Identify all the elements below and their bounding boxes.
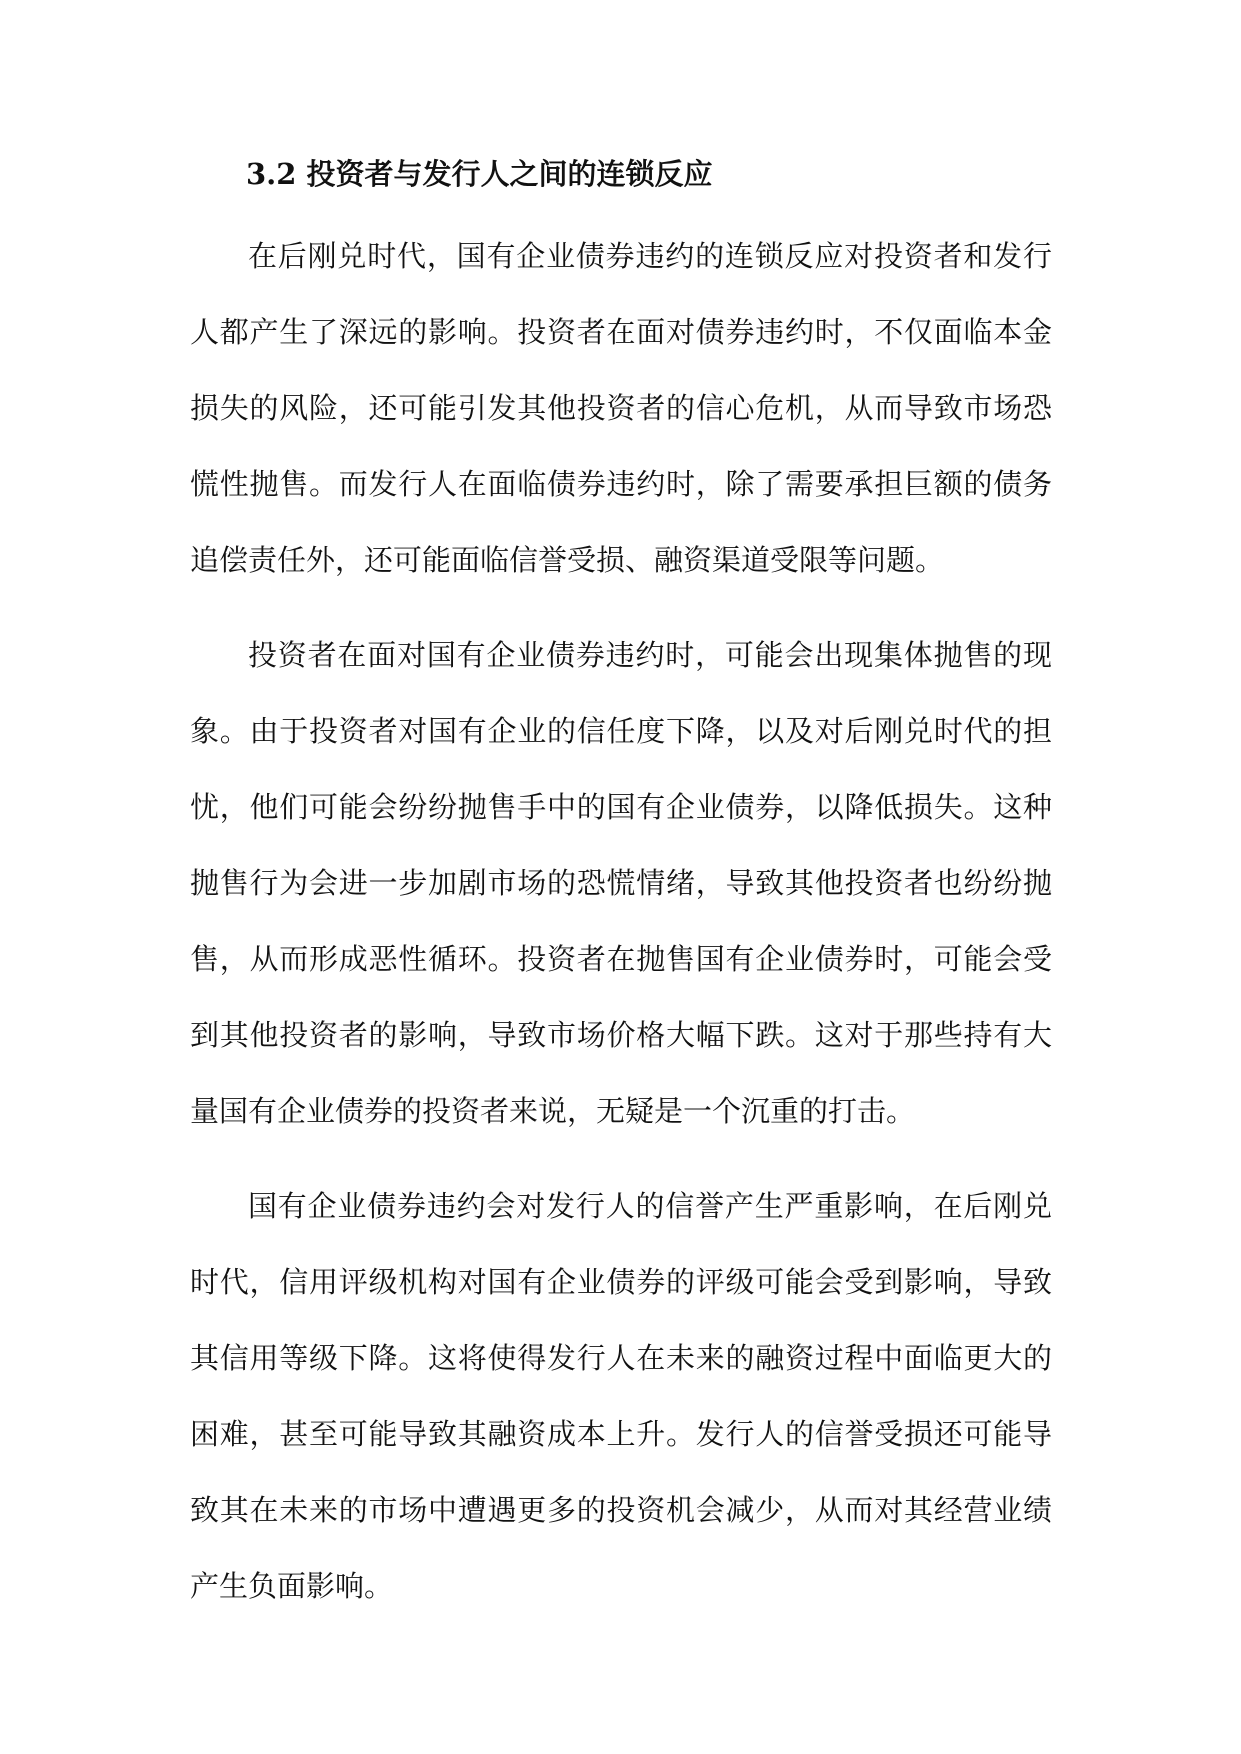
section-heading: 3.2 投资者与发行人之间的连锁反应: [246, 157, 713, 191]
paragraph-investor-sell-off: 投资者在面对国有企业债券违约时，可能会出现集体抛售的现象。由于投资者对国有企业的信任度下降，以及对后刚兑时代的担忧，他们可能会纷纷抛售手中的国有企业债券，以降低损失。这种抛售行为会进一步加剧市场的恐慌情绪，导致其他投资者也纷纷抛售，从而形成恶性循环。投资者在抛售国有企业债券时，可能会受到其他投资者的影响，导致市场价格大幅下跌。这对于那些持有大量国有企业债券的投资者来说，无疑是一个沉重的打击。: [190, 638, 1052, 1128]
document-body: [190, 150, 1052, 1643]
paragraph-issuer-reputation: 国有企业债券违约会对发行人的信誉产生严重影响，在后刚兑时代，信用评级机构对国有企业债券的评级可能会受到影响，导致其信用等级下降。这将使得发行人在未来的融资过程中面临更大的困难，甚至可能导致其融资成本上升。发行人的信誉受损还可能导致其在未来的市场中遭遇更多的投资机会减少，从而对其经营业绩产生负面影响。: [190, 1189, 1052, 1603]
paragraph-chain-reaction-overview: 在后刚兑时代，国有企业债券违约的连锁反应对投资者和发行人都产生了深远的影响。投资者在面对债券违约时，不仅面临本金损失的风险，还可能引发其他投资者的信心危机，从而导致市场恐慌性抛售。而发行人在面临债券违约时，除了需要承担巨额的债务追偿责任外，还可能面临信誉受损、融资渠道受限等问题。: [190, 239, 1052, 577]
